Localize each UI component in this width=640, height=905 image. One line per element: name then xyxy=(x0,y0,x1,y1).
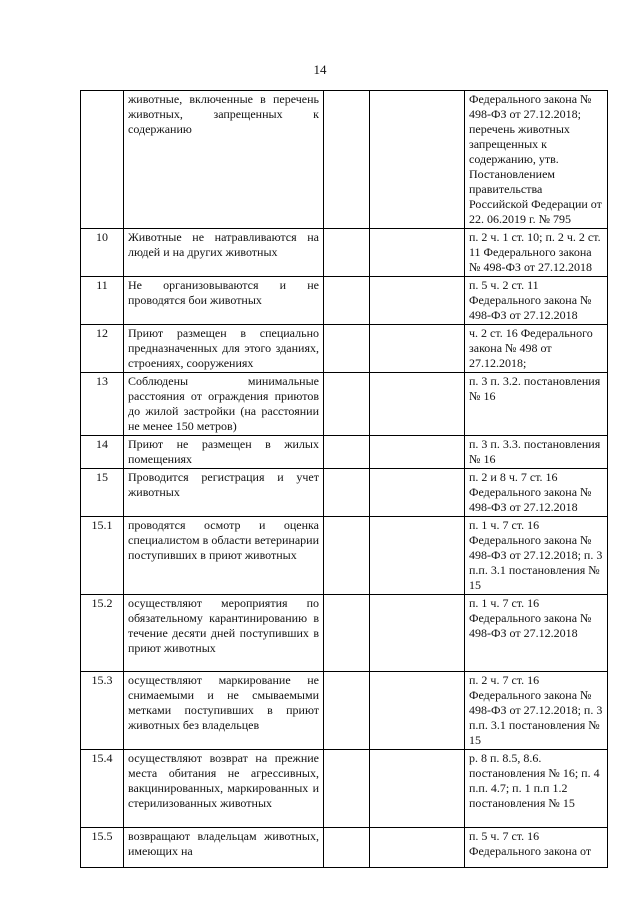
requirement-text: Животные не натравливаются на людей и на других животных xyxy=(124,229,324,277)
requirement-text: Приют не размещен в жилых помещениях xyxy=(124,436,324,469)
table-row xyxy=(81,277,608,325)
blank-cell xyxy=(370,325,465,373)
blank-cell xyxy=(324,517,370,595)
row-number: 14 xyxy=(81,436,124,469)
table-row xyxy=(81,373,608,436)
requirement-text: Приют размещен в специально предназначенных для этого зданиях, строениях, сооружениях xyxy=(124,325,324,373)
row-number xyxy=(81,91,124,229)
blank-cell xyxy=(324,373,370,436)
legal-reference: п. 5 ч. 2 ст. 11 Федерального закона № 498-ФЗ от 27.12.2018 xyxy=(465,277,608,325)
blank-cell xyxy=(370,672,465,750)
table-row xyxy=(81,469,608,517)
row-number: 15 xyxy=(81,469,124,517)
row-number: 15.5 xyxy=(81,828,124,868)
blank-cell xyxy=(324,469,370,517)
blank-cell xyxy=(370,828,465,868)
legal-reference: Федерального закона № 498-ФЗ от 27.12.2018; перечень животных запрещенных к содержанию, утв. Постановлением правительства Российской Федерации от 22. 06.2019 г. № 795 xyxy=(465,91,608,229)
requirement-text: Проводится регистрация и учет животных xyxy=(124,469,324,517)
requirement-text: проводятся осмотр и оценка специалистом в области ветеринарии поступивших в приют животных xyxy=(124,517,324,595)
blank-cell xyxy=(324,436,370,469)
table-row xyxy=(81,325,608,373)
blank-cell xyxy=(324,828,370,868)
legal-reference: п. 2 ч. 7 ст. 16 Федерального закона № 498-ФЗ от 27.12.2018; п. 3 п.п. 3.1 постановления № 15 xyxy=(465,672,608,750)
requirement-text: возвращают владельцам животных, имеющих на xyxy=(124,828,324,868)
requirements-table xyxy=(80,90,608,868)
table-row xyxy=(81,828,608,868)
table-row xyxy=(81,517,608,595)
legal-reference: п. 2 и 8 ч. 7 ст. 16 Федерального закона № 498-ФЗ от 27.12.2018 xyxy=(465,469,608,517)
table-row xyxy=(81,91,608,229)
row-number: 15.2 xyxy=(81,595,124,672)
page-number: 14 xyxy=(313,62,327,77)
blank-cell xyxy=(324,750,370,828)
blank-cell xyxy=(324,595,370,672)
table-row xyxy=(81,436,608,469)
legal-reference: ч. 2 ст. 16 Федерального закона № 498 от 27.12.2018; xyxy=(465,325,608,373)
row-number: 11 xyxy=(81,277,124,325)
requirement-text: Соблюдены минимальные расстояния от ограждения приютов до жилой застройки (на расстоянии не менее 150 метров) xyxy=(124,373,324,436)
row-number: 10 xyxy=(81,229,124,277)
table-row xyxy=(81,229,608,277)
blank-cell xyxy=(324,672,370,750)
row-number: 15.4 xyxy=(81,750,124,828)
blank-cell xyxy=(370,469,465,517)
requirement-text: осуществляют мероприятия по обязательному карантинированию в течение десяти дней поступивших в приют животных xyxy=(124,595,324,672)
blank-cell xyxy=(324,325,370,373)
blank-cell xyxy=(370,373,465,436)
blank-cell xyxy=(370,91,465,229)
blank-cell xyxy=(324,229,370,277)
table-row xyxy=(81,750,608,828)
legal-reference: п. 5 ч. 7 ст. 16 Федерального закона от xyxy=(465,828,608,868)
requirement-text: Не организовываются и не проводятся бои животных xyxy=(124,277,324,325)
row-number: 12 xyxy=(81,325,124,373)
blank-cell xyxy=(324,277,370,325)
blank-cell xyxy=(370,517,465,595)
legal-reference: п. 1 ч. 7 ст. 16 Федерального закона № 498-ФЗ от 27.12.2018; п. 3 п.п. 3.1 постановления № 15 xyxy=(465,517,608,595)
row-number: 13 xyxy=(81,373,124,436)
blank-cell xyxy=(370,750,465,828)
legal-reference: п. 1 ч. 7 ст. 16 Федерального закона № 498-ФЗ от 27.12.2018 xyxy=(465,595,608,672)
table-row xyxy=(81,672,608,750)
legal-reference: р. 8 п. 8.5, 8.6. постановления № 16; п. 4 п.п. 4.7; п. 1 п.п 1.2 постановления № 15 xyxy=(465,750,608,828)
blank-cell xyxy=(324,91,370,229)
requirement-text: животные, включенные в перечень животных, запрещенных к содержанию xyxy=(124,91,324,229)
legal-reference: п. 3 п. 3.2. постановления № 16 xyxy=(465,373,608,436)
requirement-text: осуществляют маркирование не снимаемыми и не смываемыми метками поступивших в приют животных без владельцев xyxy=(124,672,324,750)
blank-cell xyxy=(370,229,465,277)
row-number: 15.1 xyxy=(81,517,124,595)
row-number: 15.3 xyxy=(81,672,124,750)
blank-cell xyxy=(370,436,465,469)
requirement-text: осуществляют возврат на прежние места обитания не агрессивных, вакцинированных, маркированных и стерилизованных животных xyxy=(124,750,324,828)
table-row xyxy=(81,595,608,672)
blank-cell xyxy=(370,595,465,672)
legal-reference: п. 3 п. 3.3. постановления № 16 xyxy=(465,436,608,469)
legal-reference: п. 2 ч. 1 ст. 10; п. 2 ч. 2 ст. 11 Федерального закона № 498-ФЗ от 27.12.2018 xyxy=(465,229,608,277)
blank-cell xyxy=(370,277,465,325)
